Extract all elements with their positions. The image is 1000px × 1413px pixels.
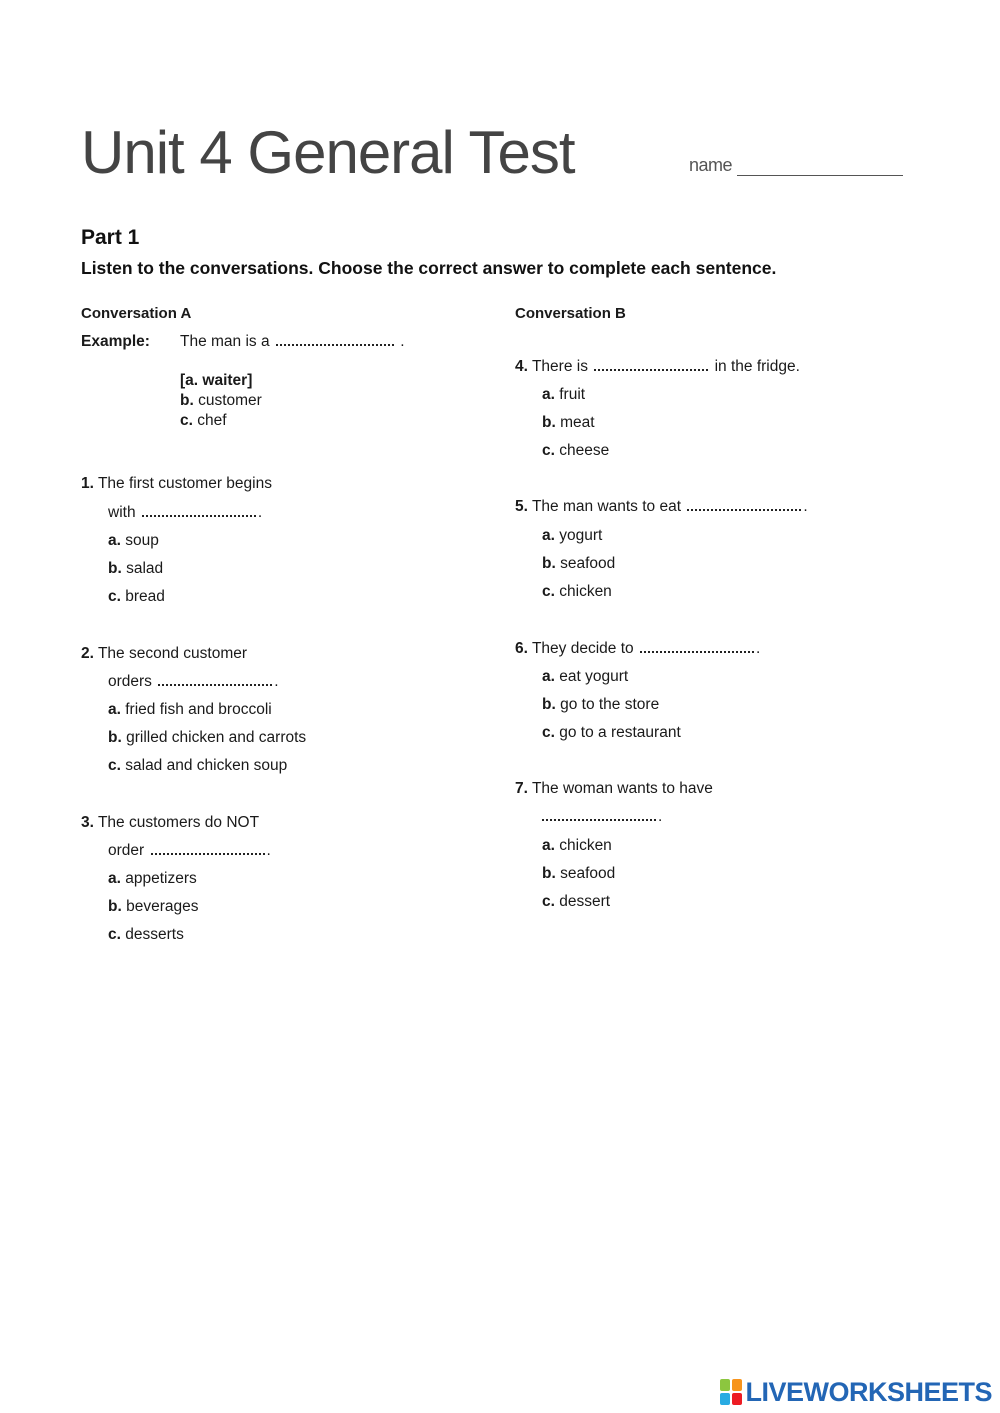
option-text: appetizers [125, 870, 197, 887]
question-2-option-c[interactable] [108, 757, 287, 775]
question-4-option-b[interactable] [542, 414, 595, 432]
option-text: seafood [560, 865, 616, 882]
option-letter: b. [108, 898, 122, 915]
option-text: chicken [559, 837, 612, 854]
part-instructions: Listen to the conversations. Choose the correct answer to complete each sentence. [81, 258, 777, 278]
question-3-line1: The customers do NOT [97, 814, 260, 831]
option-letter: b. [542, 865, 556, 882]
question-4-stem [515, 358, 800, 376]
question-1-option-c[interactable] [108, 588, 165, 606]
question-1-option-a[interactable] [108, 532, 159, 550]
question-6-option-a[interactable] [542, 668, 628, 686]
option-letter: b. [542, 696, 556, 713]
option-letter: a. [542, 837, 555, 854]
question-7-option-a[interactable] [542, 837, 612, 855]
question-1-end: . [257, 504, 263, 521]
question-3-end: . [266, 842, 271, 859]
question-6-stem [515, 640, 760, 658]
question-6-before: They decide to [531, 640, 634, 657]
question-7-option-b[interactable] [542, 865, 615, 883]
question-1-stem [81, 475, 272, 493]
option-letter: c. [542, 583, 555, 600]
conversation-b-heading: Conversation B [515, 305, 626, 322]
question-4-before: There is [531, 358, 588, 375]
question-3-option-c[interactable] [108, 926, 184, 944]
option-letter: b. [108, 560, 122, 577]
question-2-line2 [108, 673, 279, 691]
brand-name: LIVEWORKSHEETS [745, 1376, 992, 1407]
example-end: . [400, 333, 405, 350]
question-3-option-b[interactable] [108, 898, 198, 916]
example-option-c [180, 412, 227, 430]
question-5-after: . [803, 498, 808, 515]
question-3-line2 [108, 842, 271, 860]
option-text: soup [125, 532, 159, 549]
option-letter: a. [108, 870, 121, 887]
question-6-option-b[interactable] [542, 696, 659, 714]
option-text: seafood [560, 555, 616, 572]
option-letter: c. [542, 442, 555, 459]
example-option-a-letter: [a. [180, 372, 199, 389]
question-3-stem [81, 814, 259, 832]
question-2-blank[interactable] [158, 684, 272, 686]
question-5-before: The man wants to eat [531, 498, 682, 515]
example-option-c-letter: c. [180, 412, 193, 429]
liveworksheets-logo-icon [720, 1379, 742, 1405]
question-2-line1: The second customer [97, 645, 248, 662]
question-4-blank[interactable] [594, 369, 708, 371]
question-2-number: 2. [81, 645, 94, 662]
question-1-line2-text: with [108, 504, 136, 521]
question-2-end: . [274, 673, 279, 690]
example-label: Example: [81, 333, 150, 350]
option-letter: c. [542, 893, 555, 910]
option-letter: c. [108, 757, 121, 774]
question-1-number: 1. [81, 475, 94, 492]
example-option-b [180, 392, 262, 410]
question-6-blank[interactable] [640, 651, 754, 653]
question-3-number: 3. [81, 814, 94, 831]
option-text: grilled chicken and carrots [126, 729, 307, 746]
question-6-option-c[interactable] [542, 724, 681, 742]
question-7-line2 [540, 808, 662, 826]
question-4-option-c[interactable] [542, 442, 609, 460]
part-title: Part 1 [81, 226, 140, 249]
question-1-option-b[interactable] [108, 560, 163, 578]
question-2-option-b[interactable] [108, 729, 306, 747]
question-5-blank[interactable] [687, 509, 801, 511]
question-5-number: 5. [515, 498, 528, 515]
logo-block [732, 1393, 742, 1405]
question-1-blank[interactable] [142, 515, 256, 517]
page-title: Unit 4 General Test [81, 119, 575, 186]
option-text: yogurt [559, 527, 603, 544]
example-option-c-text: chef [197, 412, 227, 429]
question-1-line2 [108, 504, 262, 522]
question-6-after: . [755, 640, 761, 657]
option-text: fried fish and broccoli [125, 701, 272, 718]
option-text: eat yogurt [559, 668, 629, 685]
logo-block [720, 1379, 730, 1391]
question-2-stem [81, 645, 247, 663]
question-3-option-a[interactable] [108, 870, 197, 888]
name-input-line[interactable] [737, 175, 903, 176]
question-5-stem [515, 498, 808, 516]
question-6-number: 6. [515, 640, 528, 657]
option-text: bread [125, 588, 165, 605]
liveworksheets-logo[interactable] [720, 1377, 992, 1407]
option-text: chicken [559, 583, 612, 600]
example-option-a-text: waiter] [202, 372, 253, 389]
example-stem [180, 333, 405, 351]
option-text: meat [560, 414, 595, 431]
option-letter: c. [108, 588, 121, 605]
option-text: salad and chicken soup [125, 757, 288, 774]
option-letter: a. [542, 668, 555, 685]
option-text: cheese [559, 442, 610, 459]
example-blank[interactable] [276, 344, 394, 346]
option-text: salad [126, 560, 164, 577]
question-7-after: . [658, 808, 663, 825]
question-7-blank[interactable] [542, 819, 656, 821]
option-letter: b. [542, 555, 556, 572]
question-2-option-a[interactable] [108, 701, 272, 719]
question-4-option-a[interactable] [542, 386, 585, 404]
option-text: go to the store [560, 696, 660, 713]
example-option-b-text: customer [198, 392, 262, 409]
question-7-option-c[interactable] [542, 893, 610, 911]
option-text: dessert [559, 893, 611, 910]
option-text: go to a restaurant [559, 724, 681, 741]
example-option-a [180, 372, 252, 390]
question-7-stem [515, 780, 713, 798]
option-letter: b. [542, 414, 556, 431]
option-letter: c. [542, 724, 555, 741]
question-4-after: in the fridge. [714, 358, 800, 375]
name-label: name [689, 155, 733, 175]
logo-block [720, 1393, 730, 1405]
option-text: desserts [125, 926, 184, 943]
option-letter: a. [542, 527, 555, 544]
option-letter: c. [108, 926, 121, 943]
logo-block [732, 1379, 742, 1391]
option-letter: a. [542, 386, 555, 403]
question-2-line2-text: orders [108, 673, 152, 690]
option-letter: a. [108, 701, 121, 718]
question-7-number: 7. [515, 780, 528, 797]
option-text: fruit [559, 386, 586, 403]
option-letter: a. [108, 532, 121, 549]
question-7-before: The woman wants to have [531, 780, 713, 797]
question-4-number: 4. [515, 358, 528, 375]
option-letter: b. [108, 729, 122, 746]
question-3-blank[interactable] [151, 853, 265, 855]
question-1-line1: The first customer begins [97, 475, 272, 492]
option-text: beverages [126, 898, 199, 915]
question-3-line2-text: order [108, 842, 145, 859]
example-stem-text: The man is a [180, 333, 270, 350]
question-5-option-b[interactable] [542, 555, 615, 573]
question-5-option-a[interactable] [542, 527, 602, 545]
question-5-option-c[interactable] [542, 583, 612, 601]
conversation-a-heading: Conversation A [81, 305, 192, 322]
example-option-b-letter: b. [180, 392, 194, 409]
